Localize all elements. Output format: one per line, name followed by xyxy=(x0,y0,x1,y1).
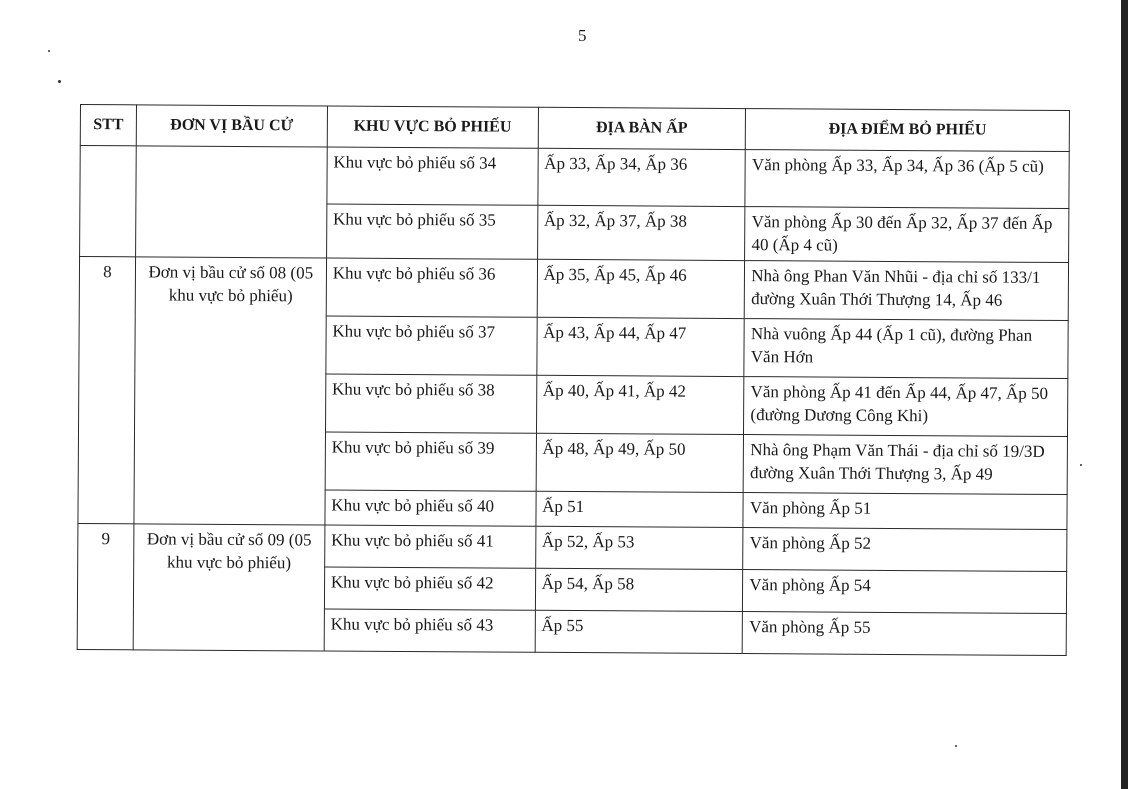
area-cell: Khu vực bỏ phiếu số 34 xyxy=(327,147,538,205)
place-cell: Văn phòng Ấp 30 đến Ấp 32, Ấp 37 đến Ấp 40 (Ấp 4 cũ) xyxy=(745,207,1069,263)
scan-speck xyxy=(1080,464,1082,466)
unit-cell xyxy=(136,146,327,258)
unit-cell: Đơn vị bầu cử số 08 (05 khu vực bỏ phiếu) xyxy=(134,257,326,525)
place-cell: Văn phòng Ấp 55 xyxy=(742,612,1066,656)
table-row xyxy=(80,146,1069,209)
polling-table xyxy=(77,104,1070,656)
scan-speck xyxy=(58,80,61,83)
place-cell: Văn phòng Ấp 54 xyxy=(743,570,1067,614)
place-cell: Nhà ông Phan Văn Nhũi - địa chỉ số 133/1 đường Xuân Thới Thượng 14, Ấp 46 xyxy=(745,261,1069,321)
unit-cell: Đơn vị bầu cử số 09 (05 khu vực bỏ phiếu) xyxy=(133,524,325,651)
header-area: KHU VỰC BỎ PHIẾU xyxy=(327,106,538,148)
hamlet-cell: Ấp 54, Ấp 58 xyxy=(535,568,743,611)
table-row xyxy=(78,523,1067,571)
area-cell: Khu vực bỏ phiếu số 40 xyxy=(325,490,536,526)
place-cell: Văn phòng Ấp 41 đến Ấp 44, Ấp 47, Ấp 50 (đường Dương Công Khi) xyxy=(744,377,1068,437)
hamlet-cell: Ấp 43, Ấp 44, Ấp 47 xyxy=(536,317,744,376)
area-cell: Khu vực bỏ phiếu số 35 xyxy=(326,204,537,259)
hamlet-cell: Ấp 48, Ấp 49, Ấp 50 xyxy=(536,433,744,492)
header-place: ĐỊA ĐIỂM BỎ PHIẾU xyxy=(746,109,1070,152)
stt-cell: 9 xyxy=(77,523,134,649)
hamlet-cell: Ấp 40, Ấp 41, Ấp 42 xyxy=(536,375,744,434)
table-row xyxy=(79,257,1068,321)
scan-speck xyxy=(955,745,957,747)
place-cell: Nhà vuông Ấp 44 (Ấp 1 cũ), đường Phan Văn Hớn xyxy=(744,319,1068,379)
area-cell: Khu vực bỏ phiếu số 43 xyxy=(324,609,535,652)
area-cell: Khu vực bỏ phiếu số 42 xyxy=(324,567,535,610)
area-cell: Khu vực bỏ phiếu số 36 xyxy=(326,258,537,317)
table-header-row xyxy=(80,105,1069,152)
header-stt: STT xyxy=(80,105,136,146)
hamlet-cell: Ấp 52, Ấp 53 xyxy=(535,526,743,569)
place-cell: Nhà ông Phạm Văn Thái - địa chỉ số 19/3D đường Xuân Thới Thượng 3, Ấp 49 xyxy=(743,435,1067,495)
scan-edge xyxy=(1121,0,1128,789)
area-cell: Khu vực bỏ phiếu số 38 xyxy=(325,374,536,433)
place-cell: Văn phòng Ấp 52 xyxy=(743,528,1067,572)
stt-cell: 8 xyxy=(78,257,136,524)
hamlet-cell: Ấp 33, Ấp 34, Ấp 36 xyxy=(537,148,745,206)
header-hamlet: ĐỊA BÀN ẤP xyxy=(538,107,746,149)
hamlet-cell: Ấp 32, Ấp 37, Ấp 38 xyxy=(537,205,745,260)
area-cell: Khu vực bỏ phiếu số 37 xyxy=(326,316,537,375)
area-cell: Khu vực bỏ phiếu số 41 xyxy=(324,525,535,568)
hamlet-cell: Ấp 35, Ấp 45, Ấp 46 xyxy=(537,259,745,318)
stt-cell xyxy=(80,146,137,257)
page-number: 5 xyxy=(578,26,587,45)
area-cell: Khu vực bỏ phiếu số 39 xyxy=(325,432,536,491)
place-cell: Văn phòng Ấp 51 xyxy=(743,493,1067,530)
scan-speck xyxy=(48,50,50,52)
place-cell: Văn phòng Ấp 33, Ấp 34, Ấp 36 (Ấp 5 cũ) xyxy=(745,150,1069,209)
header-unit: ĐƠN VỊ BẦU CỬ xyxy=(136,105,327,147)
hamlet-cell: Ấp 51 xyxy=(535,491,743,527)
hamlet-cell: Ấp 55 xyxy=(535,610,743,653)
